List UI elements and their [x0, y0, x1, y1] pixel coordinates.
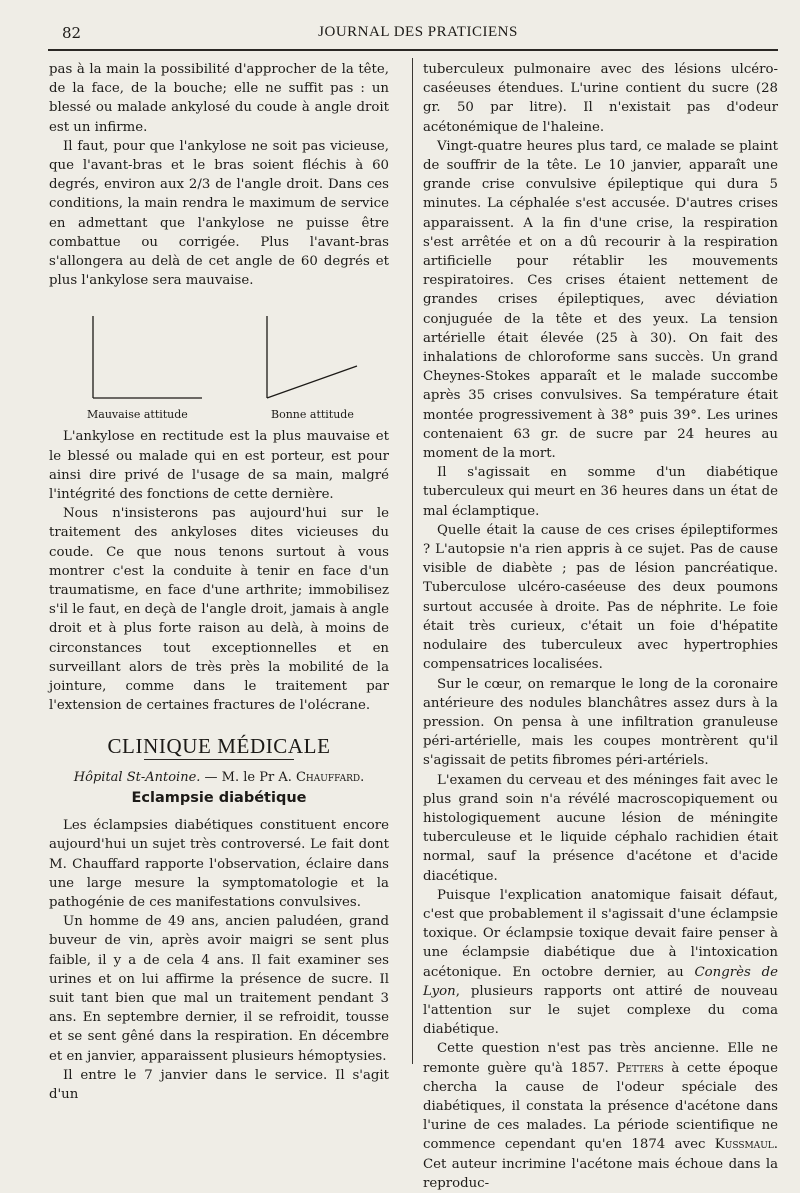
header-rule: [48, 49, 778, 51]
ankylose-figure: [49, 298, 389, 423]
article-title: Eclampsie diabétique: [131, 789, 307, 806]
hospital-line: [49, 768, 389, 787]
paragraph: Les éclampsies diabétiques constituent encore aujourd'hui un sujet très controversé. Le fait dont M. Chauffard rapporte l'observation, éclaire dans une large mesure la symptomatologie et la pathogénie de ces manifestations convulsives.: [49, 818, 389, 910]
section-rule: [144, 759, 294, 760]
caption-bad-attitude: Mauvaise attitude: [87, 408, 188, 422]
text-run: , plusieurs rapports ont attiré de nouveau l'attention sur le sujet complexe du coma diabétique.: [423, 983, 778, 1038]
caption-good-attitude: Bonne attitude: [271, 408, 354, 422]
right-column: [423, 60, 778, 1193]
paragraph: Il entre le 7 janvier dans le service. Il s'agit d'un: [49, 1067, 389, 1102]
page-number: 82: [62, 24, 82, 42]
author-name: Chauffard.: [295, 769, 365, 785]
left-column: [49, 60, 389, 1104]
column-divider: [412, 58, 413, 1064]
paragraph: Il faut, pour que l'ankylose ne soit pas vicieuse, que l'avant-bras et le bras soient fléchis à 60 degrés, environ aux 2/3 de l'angle droit. Dans ces conditions, la main rendra le maximum de service en admettant que l'ankylose ne puisse être combattue ou corrigée. Plus l'avant-bras s'allongera au delà de cet angle de 60 degrés et plus l'ankylose sera mauvaise.: [49, 138, 389, 289]
paragraph: [423, 1039, 778, 1193]
text-run: . Cet auteur incrimine l'acétone mais échoue dans la reproduc-: [423, 1137, 778, 1191]
text-run: à cette époque chercha la cause de l'odeur spéciale des diabétiques, il constata la présence d'acétone dans l'urine de ces malades. La période scientifique ne commence cependant qu'en 1874 avec: [423, 1060, 778, 1153]
paragraph: pas à la main la possibilité d'approcher de la tête, de la face, de la bouche; elle ne suffit pas : un blessé ou malade ankylosé du coude à angle droit est un infirme.: [49, 62, 389, 135]
hospital-place: Hôpital St-Antoine.: [73, 769, 201, 785]
paragraph: tuberculeux pulmonaire avec des lésions ulcéro-caséeuses étendues. L'urine contient du sucre (28 gr. 50 par litre). Il n'existait pas d'odeur acétonémique de l'haleine.: [423, 62, 778, 135]
paragraph: [423, 886, 778, 1040]
paragraph: Vingt-quatre heures plus tard, ce malade se plaint de souffrir de la tête. Le 10 janvier, apparaît une grande crise convulsive épileptique qui dura 5 minutes. La céphalée s'est accusée. D'autres crises apparaissent. A la fin d'une crise, la respiration s'est arrêtée et on a dû recourir à la respiration artificielle pour rétablir les mouvements respiratoires. Ces crises étaient nettement de grandes crises épileptiques, avec déviation conjuguée de la tête et des yeux. La tension artérielle était élevée (25 à 30). On fait des inhalations de chloroforme sans succès. Un grand Cheynes-Stokes apparaît et le malade succombe après 35 crises convulsives. Sa température était montée progressivement à 38° puis 39°. Les urines contenaient 63 gr. de sucre par 24 heures au moment de la mort.: [423, 138, 778, 462]
page-header: [58, 22, 778, 44]
section-title: CLINIQUE MÉDICALE: [107, 734, 331, 759]
paragraph: Sur le cœur, on remarque le long de la coronaire antérieure des nodules blanchâtres assez durs à la pression. On pensa à une infiltration granuleuse péri-artérielle, mais les coupes montrèrent qu'il s'agissait de petits fibromes péri-artériels.: [423, 676, 778, 769]
author-prefix: — M. le Pr A.: [200, 769, 296, 785]
text-run: Puisque l'explication anatomique faisait défaut, c'est que probablement il s'agissait d'une éclampsie toxique. Or éclampsie toxique devait faire penser à une éclampsie diabétique due à l'intoxication acétonique. En octobre dernier, au: [423, 887, 778, 980]
paragraph: Quelle était la cause de ces crises épileptiformes ? L'autopsie n'a rien appris à ce sujet. Pas de cause visible de diabète ; pas de lésion pancréatique. Tuberculose ulcéro-caséeuse des deux poumons surtout accusée à droite. Pas de néphrite. Le foie était très curieux, c'était un foie d'hépatite nodulaire des tuberculeux avec hypertrophies compensatrices localisées.: [423, 522, 778, 673]
paragraph: L'examen du cerveau et des méninges fait avec le plus grand soin n'a révélé macroscopiquement ou histologiquement aucune lésion de méningite tuberculeuse et le liquide céphalo rachidien était normal, sauf la présence d'acétone et d'acide diacétique.: [423, 772, 778, 884]
paragraph: Nous n'insisterons pas aujourd'hui sur le traitement des ankyloses dites vicieuses du coude. Ce que nous tenons surtout à vous montrer c'est la conduite à tenir en face d'un traumatisme, en face d'une arthrite; immobilisez s'il le faut, en deçà de l'angle droit, jamais à angle droit et à plus forte raison au delà, à moins de circonstances tout exceptionnelles et en surveillant alors de très près la mobilité de la jointure, comme dans le traitement par l'extension de certaines fractures de l'olécrane.: [49, 506, 389, 714]
congress-name: Congrès de Lyon: [423, 964, 778, 999]
text-run: Cette question n'est pas très ancienne. Elle ne remonte guère qu'à 1857.: [423, 1041, 778, 1076]
author-name: Petters: [616, 1060, 664, 1076]
good-angle-line: [267, 366, 357, 398]
paragraph: Un homme de 49 ans, ancien paludéen, grand buveur de vin, après avoir maigri se sent plus faible, il y a de cela 4 ans. Il fait examiner ses urines et on lui affirme la présence de sucre. Il suit tant bien que mal un traitement pendant 3 ans. En septembre dernier, il se refroidit, tousse et se sent gêné dans la respiration. En décembre et en janvier, apparaissent plusieurs hémoptysies.: [49, 914, 389, 1064]
paragraph: Il s'agissait en somme d'un diabétique tuberculeux qui meurt en 36 heures dans un état de mal éclamptique.: [423, 465, 778, 519]
journal-title: JOURNAL DES PRATICIENS: [318, 24, 518, 40]
paragraph: L'ankylose en rectitude est la plus mauvaise et le blessé ou malade qui en est porteur, est pour ainsi dire privé de l'usage de sa main, malgré l'intégrité des fonctions de cette dernière.: [49, 429, 389, 503]
author-name: Kussmaul: [714, 1137, 774, 1153]
